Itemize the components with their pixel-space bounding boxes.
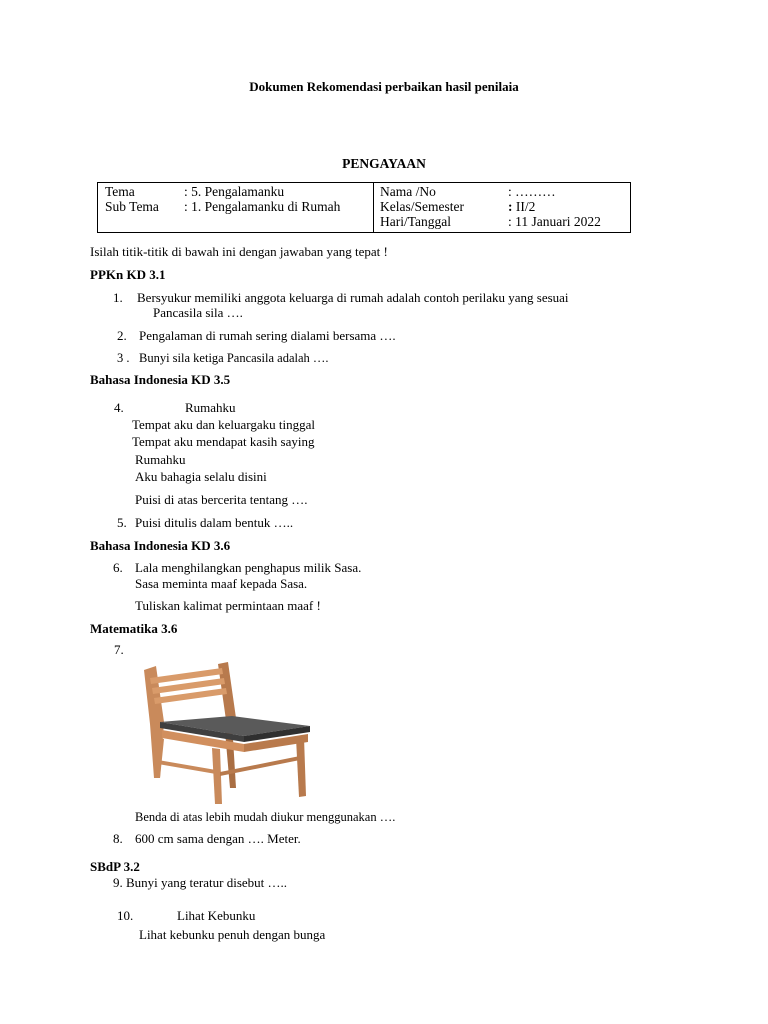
q6-line2: Sasa meminta maaf kepada Sasa. [135,576,308,591]
poem-title: Rumahku [185,400,236,415]
instruction-text: Isilah titik-titik di bawah ini dengan jawaban yang tepat ! [90,244,388,259]
chair-illustration [136,660,316,808]
q9-text: 9. Bunyi yang teratur disebut ….. [113,875,288,890]
kelas-value [508,199,535,215]
kelas-label: Kelas/Semester [380,199,464,214]
q1-line2: Pancasila sila …. [153,305,243,320]
q4-number: 4. [114,400,124,415]
q3-number: 3 . [117,351,130,365]
q7-number: 7. [114,642,124,657]
q8-text: 600 cm sama dengan …. Meter. [135,831,301,846]
heading-ppkn: PPKn KD 3.1 [90,267,166,282]
hari-label: Hari/Tanggal [380,214,452,229]
q10-number: 10. [117,908,134,923]
poem-line-1: Tempat aku dan keluargaku tinggal [132,417,315,432]
tema-label: Tema [105,184,135,199]
q1-number: 1. [113,290,123,305]
table-divider [373,183,374,232]
poem-line-4: Aku bahagia selalu disini [135,469,267,484]
kelas-semester-value: II/2 [515,199,536,214]
q6-line1: Lala menghilangkan penghapus milik Sasa. [135,560,362,575]
tema-value: : 5. Pengalamanku [184,184,285,199]
subtema-value: : 1. Pengalamanku di Rumah [184,199,341,214]
q5-text: Puisi ditulis dalam bentuk ….. [135,515,294,530]
q8-number: 8. [113,831,123,846]
heading-sbdp: SBdP 3.2 [90,859,140,874]
q7-caption: Benda di atas lebih mudah diukur menggunakan …. [135,810,396,824]
q10-title: Lihat Kebunku [177,908,256,923]
heading-bindo-35: Bahasa Indonesia KD 3.5 [90,372,231,387]
q6-question: Tuliskan kalimat permintaan maaf ! [135,598,321,613]
section-title-pengayaan: PENGAYAAN [342,156,426,171]
info-table [97,182,631,233]
q4-question: Puisi di atas bercerita tentang …. [135,492,308,507]
kelas-colon: : [508,199,513,214]
chair-image [136,660,316,808]
q6-number: 6. [113,560,123,575]
q1-line1: Bersyukur memiliki anggota keluarga di rumah adalah contoh perilaku yang sesuai [137,290,569,305]
heading-bindo-36: Bahasa Indonesia KD 3.6 [90,538,231,553]
q10-line1: Lihat kebunku penuh dengan bunga [139,927,326,942]
nama-label: Nama /No [380,184,436,199]
nama-value: : ……… [508,184,556,199]
poem-line-2: Tempat aku mendapat kasih saying [132,434,315,449]
heading-matematika: Matematika 3.6 [90,621,178,636]
hari-value: : 11 Januari 2022 [508,214,601,229]
q2-text: Pengalaman di rumah sering dialami bersama …. [139,328,396,343]
q5-number: 5. [117,515,127,530]
subtema-label: Sub Tema [105,199,159,214]
q3-text: Bunyi sila ketiga Pancasila adalah …. [139,351,329,365]
document-title: Dokumen Rekomendasi perbaikan hasil penilaia [249,79,519,94]
q2-number: 2. [117,328,127,343]
poem-line-3: Rumahku [135,452,186,467]
